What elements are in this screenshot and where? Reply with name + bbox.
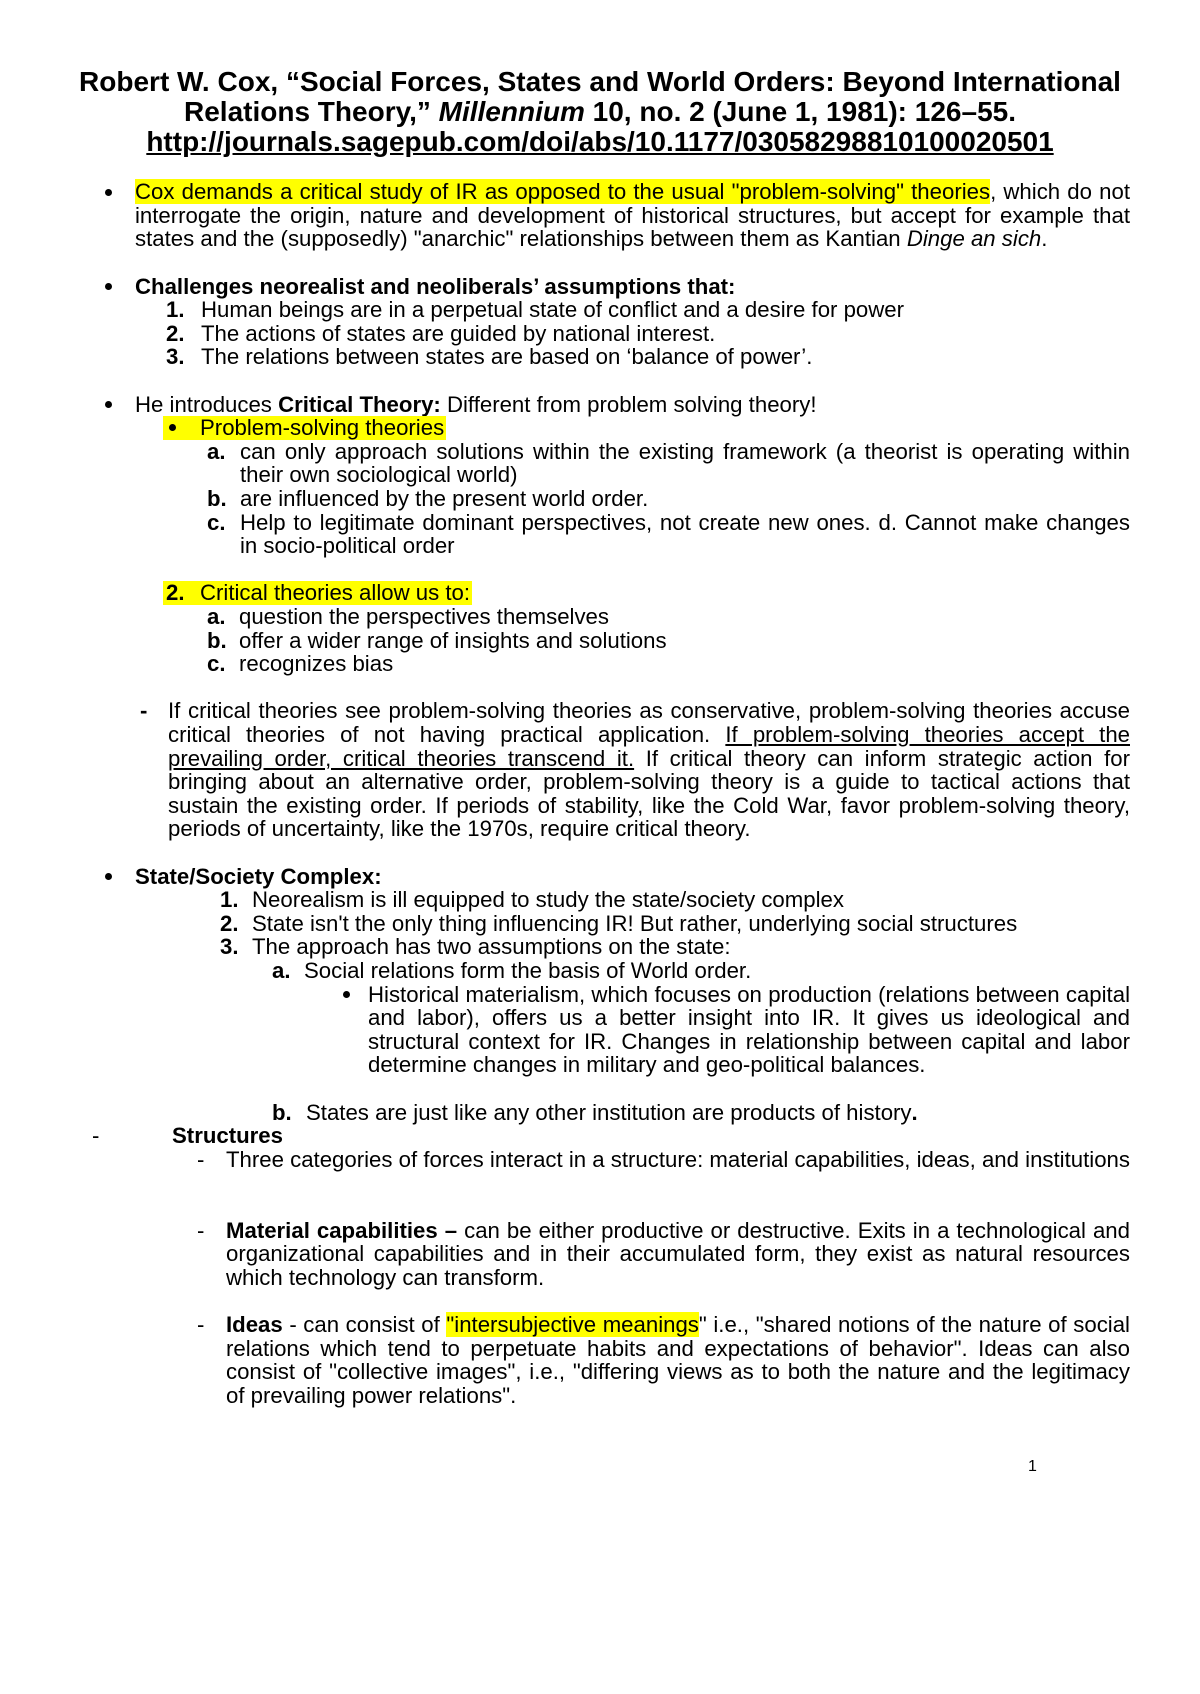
- material-capabilities-text: can be either productive or destructive. Exits in a technological and organizational capabilities and in their accumulated form, they exist as natural resources which technology can transform.: [226, 1217, 1130, 1290]
- bullet-icon: [105, 401, 112, 408]
- list-number: 2.: [166, 320, 185, 346]
- bullet-icon: [343, 991, 350, 998]
- intro-end: .: [1041, 226, 1048, 252]
- ideas-highlight: "intersubjective meanings: [446, 1312, 699, 1337]
- list-item: Human beings are in a perpetual state of conflict and a desire for power: [201, 297, 905, 323]
- page-number: 1: [1028, 1458, 1037, 1475]
- ideas-paragraph: [226, 1313, 1130, 1407]
- dash-marker: -: [140, 698, 148, 724]
- citation-line-1: [0, 67, 1200, 97]
- comparison-text-start: If critical theories see problem-solving theories as conservative, problem-solving theories accuse critical theories of not having practical application.: [168, 698, 1130, 747]
- material-capabilities-paragraph: [226, 1219, 1130, 1290]
- dash-marker: -: [197, 1146, 205, 1172]
- citation-url-link[interactable]: http://journals.sagepub.com/doi/abs/10.1177/03058298810100020501: [146, 126, 1054, 157]
- critical-theories-highlight: [163, 581, 472, 605]
- bullet-icon: [169, 424, 176, 431]
- citation-author-title: Robert W. Cox, “Social Forces, States and World Orders: Beyond International: [79, 66, 1121, 97]
- critical-theory-lead-end: Different from problem solving theory!: [440, 391, 817, 417]
- intro-paragraph: [135, 180, 1130, 251]
- intro-italic-term: Dinge an sich: [906, 226, 1042, 252]
- ideas-text-end: " i.e., "shared notions of the nature of social relations which tend to perpetuate habits and expectations of behavior". Ideas can also consist of "collective images", i.e., "differing views as to both the nature and the legitimacy of prevailing power relations".: [226, 1312, 1130, 1408]
- challenges-heading: Challenges neorealist and neoliberals’ assumptions that:: [135, 273, 736, 299]
- list-number: 1.: [220, 887, 239, 913]
- citation-line-3: [0, 127, 1200, 157]
- assumption-b-text: States are just like any other institution are products of history: [306, 1099, 912, 1125]
- list-number: 2.: [220, 910, 239, 936]
- list-item: Neorealism is ill equipped to study the state/society complex: [252, 887, 844, 913]
- critical-theories-heading: Critical theories allow us to:: [200, 580, 471, 606]
- list-number: 2.: [166, 580, 185, 606]
- critical-theory-lead: He introduces: [135, 391, 279, 417]
- forces-paragraph: Three categories of forces interact in a structure: material capabilities, ideas, and institutions: [226, 1146, 1130, 1172]
- list-item: [306, 1101, 918, 1125]
- list-item: are influenced by the present world order.: [240, 486, 649, 511]
- ideas-text-start: - can consist of: [282, 1312, 447, 1337]
- list-number: 1.: [166, 297, 185, 323]
- critical-theory-intro: [135, 393, 817, 417]
- list-letter: b.: [207, 627, 227, 653]
- dash-marker: -: [197, 1217, 205, 1243]
- list-letter: c.: [207, 509, 226, 535]
- list-item: can only approach solutions within the existing framework (a theorist is operating within their own sociological world): [240, 438, 1130, 488]
- comparison-underlined: If problem-solving theories accept the prevailing order, critical theories transcend it.: [168, 721, 1130, 771]
- structures-heading: Structures: [172, 1123, 283, 1149]
- dash-marker: -: [92, 1123, 100, 1149]
- bullet-icon: [105, 189, 112, 196]
- ideas-label: Ideas: [226, 1312, 283, 1337]
- citation-details: 10, no. 2 (June 1, 1981): 126–55.: [584, 96, 1016, 127]
- bullet-icon: [105, 873, 112, 880]
- comparison-text-end: If critical theory can inform strategic action for bringing about an alternative order, problem-solving theory is a guide to tactical actions that sustain the existing order. If periods of stability, like the Cold War, favor problem-solving theory, periods of uncertainty, like the 1970s, require critical theory.: [168, 745, 1130, 842]
- assumption-b-end: .: [911, 1099, 918, 1125]
- list-number: 3.: [166, 344, 185, 370]
- problem-solving-heading: Problem-solving theories: [200, 415, 445, 441]
- dash-marker: -: [197, 1312, 205, 1337]
- list-letter: a.: [272, 958, 291, 983]
- state-society-heading: State/Society Complex:: [135, 863, 382, 889]
- list-letter: a.: [207, 604, 226, 629]
- list-letter: a.: [207, 438, 226, 464]
- list-item: The relations between states are based on ‘balance of power’.: [201, 344, 813, 370]
- material-capabilities-label: Material capabilities –: [226, 1217, 458, 1243]
- problem-solving-highlight: [163, 416, 446, 440]
- list-letter: b.: [207, 486, 227, 511]
- list-letter: b.: [272, 1099, 292, 1125]
- critical-theories-heading-row: [163, 581, 472, 605]
- citation-line-2: [0, 97, 1200, 127]
- bullet-icon: [105, 283, 112, 290]
- list-item: The actions of states are guided by national interest.: [201, 320, 716, 346]
- list-item: The approach has two assumptions on the state:: [252, 934, 731, 960]
- list-item: offer a wider range of insights and solutions: [239, 627, 667, 653]
- list-item: State isn't the only thing influencing IR! But rather, underlying social structures: [252, 910, 1018, 936]
- list-item: recognizes bias: [239, 651, 394, 677]
- intro-highlight: Cox demands a critical study of IR as opposed to the usual "problem-solving" theories: [135, 179, 991, 205]
- citation-journal: Millennium: [438, 96, 585, 127]
- citation-title-end: Relations Theory,”: [184, 96, 439, 127]
- list-item: Help to legitimate dominant perspectives, not create new ones. d. Cannot make changes in socio-political order: [240, 509, 1130, 559]
- historical-materialism-paragraph: Historical materialism, which focuses on production (relations between capital and labor), offers us a better insight into IR. It gives us ideological and structural context for IR. Changes in relationship between capital and labor determine changes in military and geo-political balances.: [368, 981, 1130, 1078]
- comparison-paragraph: [168, 699, 1130, 841]
- list-letter: c.: [207, 651, 226, 677]
- critical-theory-term: Critical Theory:: [278, 391, 441, 417]
- intro-text: , which do not interrogate the origin, nature and development of historical structures, but accept for example that states and the (supposedly) "anarchic" relationships between them as Kantian: [135, 179, 1130, 252]
- list-item: question the perspectives themselves: [239, 604, 609, 629]
- list-number: 3.: [220, 934, 239, 960]
- list-item: Social relations form the basis of World order.: [304, 958, 752, 983]
- problem-solving-heading-row: [163, 416, 446, 440]
